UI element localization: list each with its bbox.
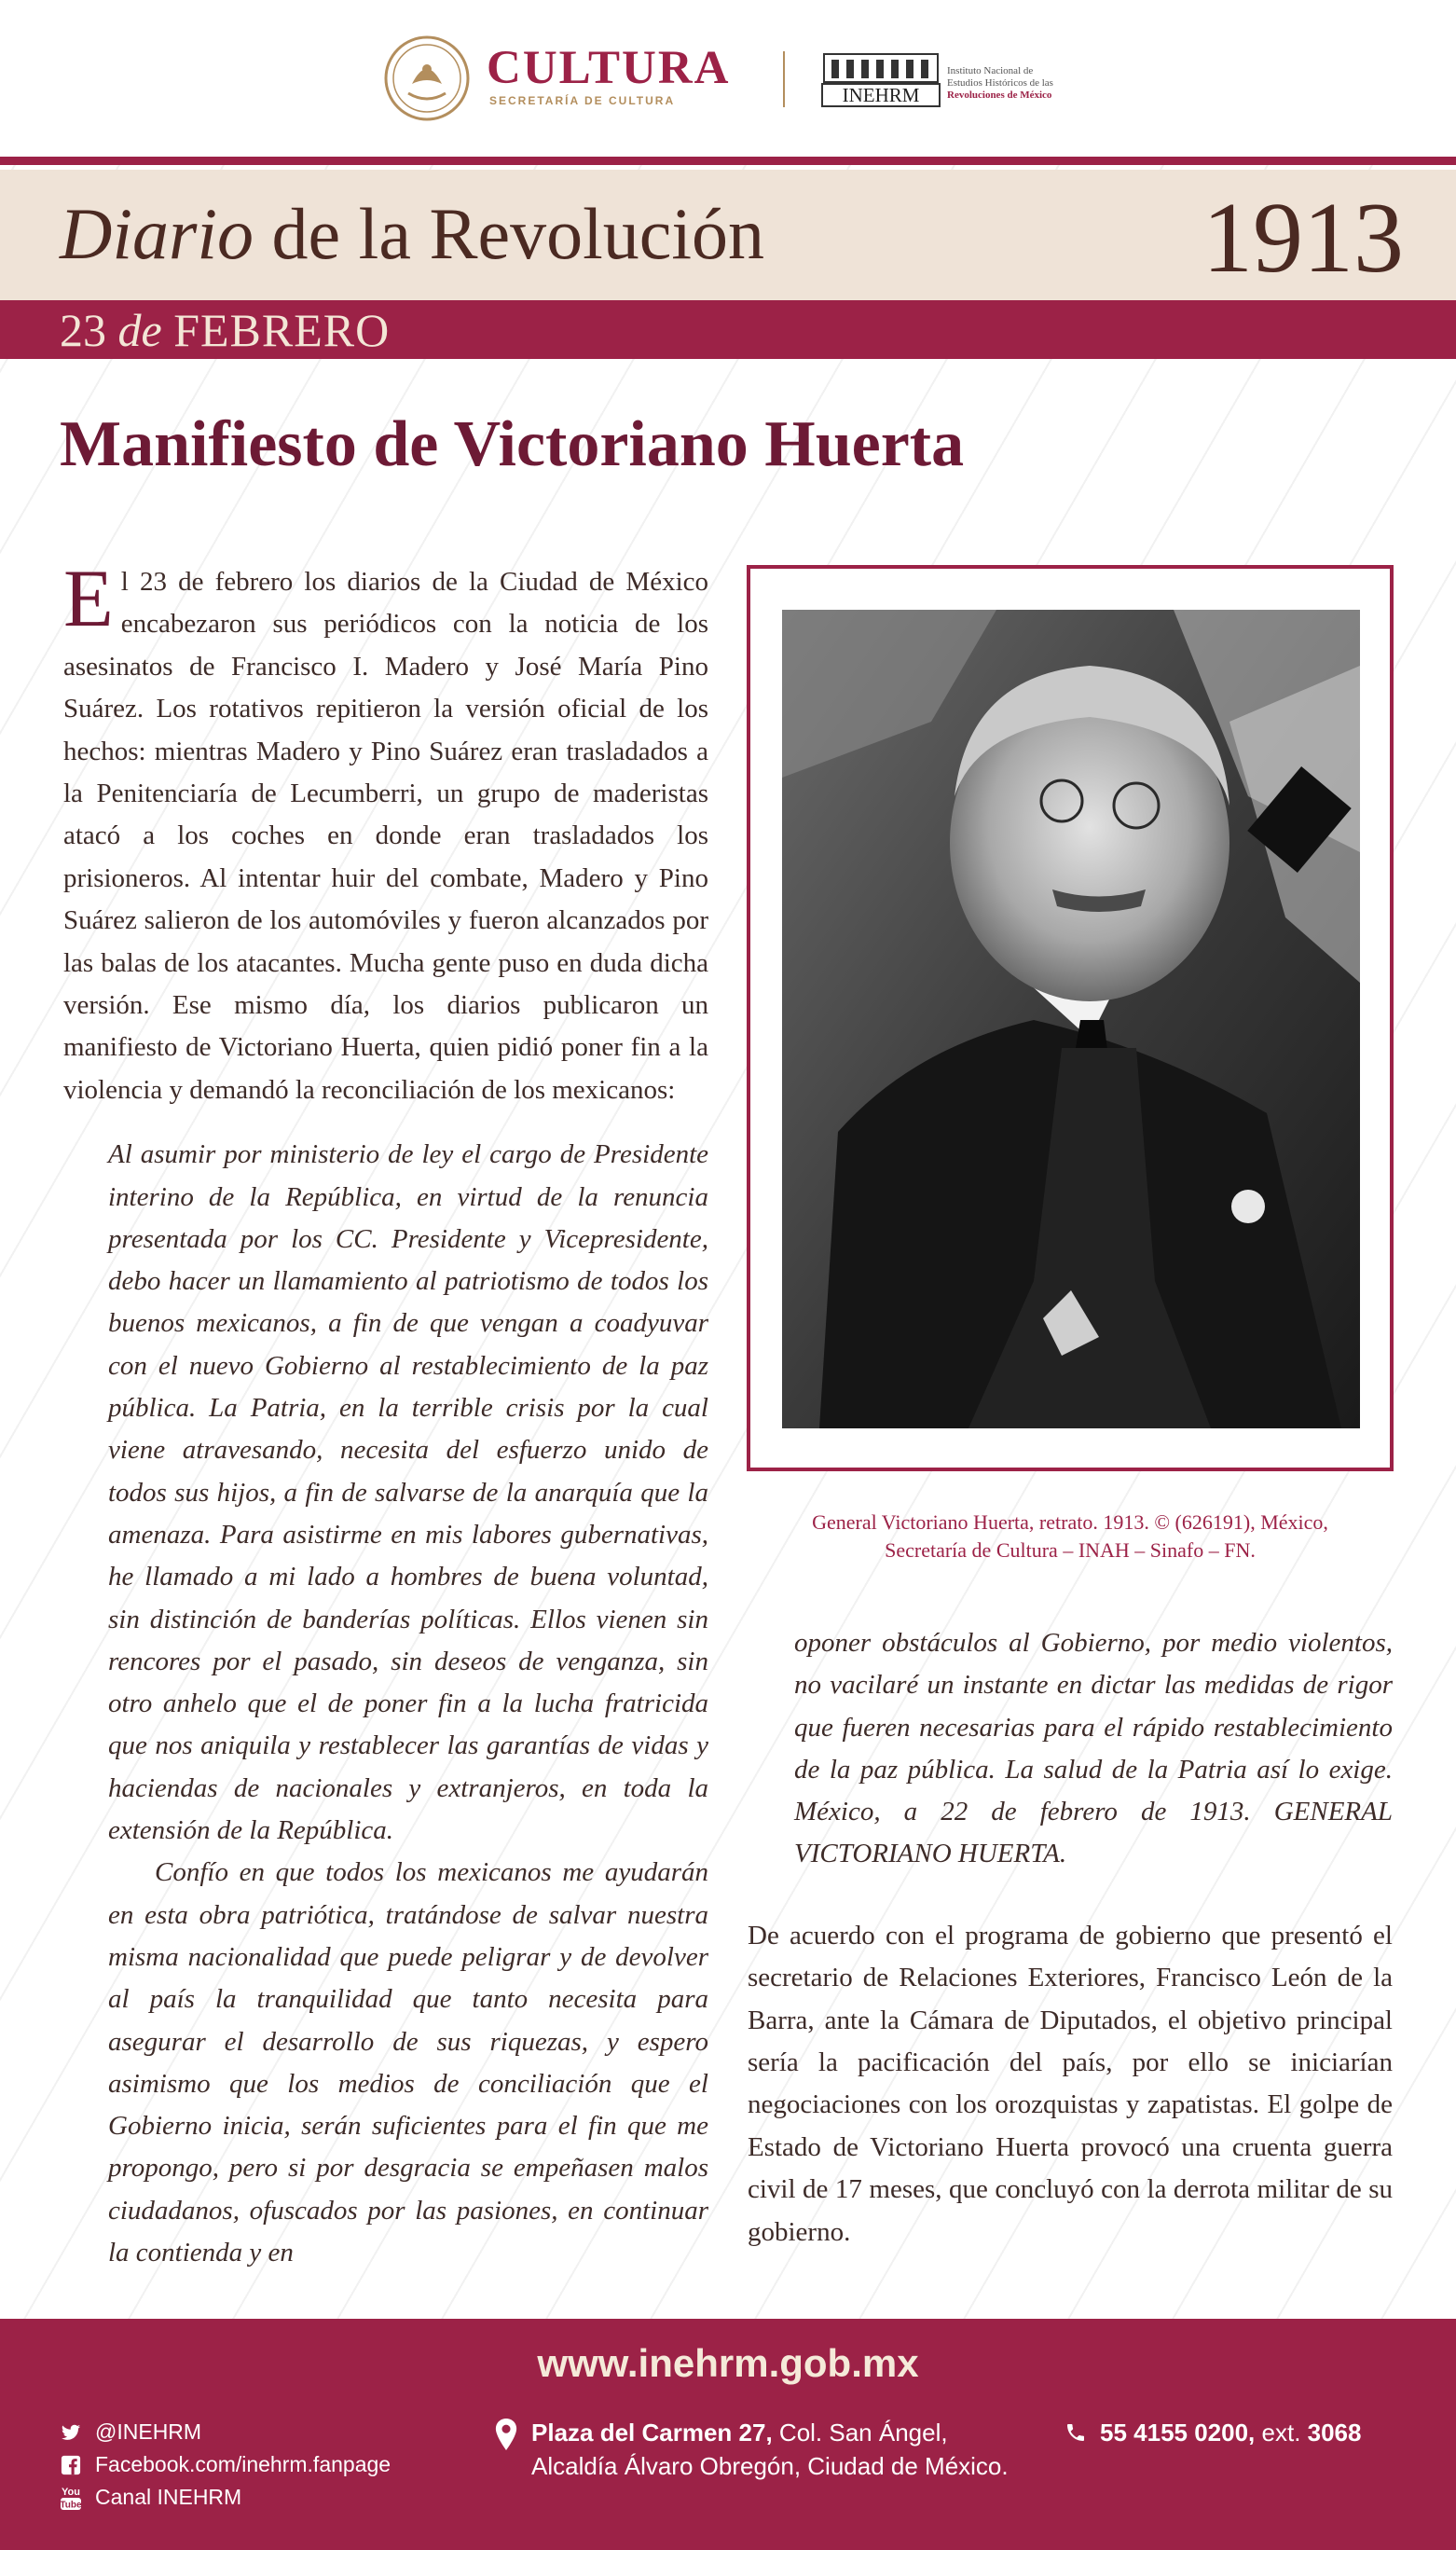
address-block <box>494 2416 1009 2483</box>
facebook-icon <box>60 2455 82 2475</box>
cultura-subtitle: SECRETARÍA DE CULTURA <box>489 94 676 107</box>
series-title-rest: de la Revolución <box>254 193 765 274</box>
inehrm-name-line1: Instituto Nacional de <box>947 65 1034 76</box>
closing-paragraph: De acuerdo con el programa de gobierno que presentó el secretario de Relaciones Exteriores, Francisco León de la Barra, ante la Cámara de Diputados, el objetivo principal sería la pacificación del país, por ello se iniciarían negociaciones con los orozquistas y zapatistas. El golpe de Estado de Victoriano Huerta provocó una cruenta guerra civil de 17 meses, que concluyó con la derrota militar de su gobierno. <box>748 1920 1393 2247</box>
date-de: de <box>106 304 174 356</box>
youtube-channel: Canal INEHRM <box>95 2485 242 2509</box>
top-rule <box>0 157 1456 165</box>
left-column <box>63 554 708 2274</box>
date-day: 23 <box>60 304 106 356</box>
cultura-logo-text: CULTURA <box>487 42 731 94</box>
inehrm-name-line2: Estudios Históricos de las <box>947 77 1053 89</box>
intro-text: l 23 de febrero los diarios de la Ciudad de México encabezaron sus periódicos con la noticia de los asesinatos de Francisco I. Madero y José María Pino Suárez. Los rotativos repitieron la versión oficial de los hechos: mientras Madero y Pino Suárez eran trasladados a la Penitenciaría de Lecumberri, un grupo de maderistas atacó a los coches en donde eran trasladados los prisioneros. Al intentar huir del combate, Madero y Pino Suárez salieron de los automóviles y fueron alcanzados por las balas de los atacantes. Mucha gente puso en duda dicha versión. Ese mismo día, los diarios publicaron un manifiesto de Victoriano Huerta, quien pidió poner fin a la violencia y demandó la reconciliación de los mexicanos: <box>63 567 708 1105</box>
date-month: FEBRERO <box>173 304 391 356</box>
twitter-handle: @INEHRM <box>95 2419 202 2444</box>
date-label <box>60 305 390 356</box>
phone-number: 55 4155 0200, <box>1100 2419 1256 2447</box>
inehrm-abbr: INEHRM <box>842 84 920 106</box>
series-title <box>60 193 765 274</box>
youtube-icon <box>60 2485 82 2511</box>
facebook-link[interactable] <box>60 2448 391 2481</box>
quote-paragraph-3: oponer obstáculos al Gobierno, por medio violentos, no vacilaré un instante en dictar las medidas de rigor que fueren necesarias para el rápido restablecimiento de la paz pública. La salud de la Patria así lo exige. México, a 22 de febrero de 1913. GENERAL VICTORIANO HUERTA. <box>794 1628 1393 1869</box>
logo-divider <box>783 51 785 107</box>
drop-cap: E <box>63 554 114 644</box>
title-band <box>0 170 1456 300</box>
intro-paragraph <box>63 554 708 1111</box>
footer <box>0 2319 1456 2550</box>
phone-ext-label: ext. <box>1255 2419 1308 2447</box>
photo-caption-line2: Secretaría de Cultura – INAH – Sinafo – FN. <box>885 1538 1256 1562</box>
inehrm-name-line3: Revoluciones de México <box>947 90 1052 101</box>
year-label: 1913 <box>1202 183 1404 294</box>
phone-text <box>1100 2416 1361 2449</box>
photo-caption-line1: General Victoriano Huerta, retrato. 1913. © (626191), México, <box>812 1510 1328 1534</box>
date-band <box>0 300 1456 359</box>
address-text <box>531 2416 1009 2483</box>
photo-frame <box>747 565 1394 1471</box>
logo-header <box>0 0 1456 157</box>
location-pin-icon <box>494 2418 518 2451</box>
website-link[interactable]: www.inehrm.gob.mx <box>537 2341 919 2385</box>
quote-paragraph-2: Confío en que todos los mexicanos me ayudarán en esta obra patriótica, tratándose de salvar nuestra misma nacionalidad que puede peligrar y de devolver al país la tranquilidad que tanto necesita para asegurar el desarrollo de sus riquezas, y espero asimismo que los medios de conciliación que el Gobierno inicia, serán suficientes para el fin que me propongo, pero si por desgracia se empeñasen malos ciudadanos, ofuscados por las pasiones, en continuar la contienda y en <box>108 1857 708 2267</box>
right-column <box>748 1622 1393 2254</box>
mexico-seal-icon <box>384 35 470 121</box>
photo-caption <box>747 1509 1394 1564</box>
inehrm-building-icon <box>820 52 941 108</box>
svg-text:You: You <box>62 2486 80 2498</box>
twitter-icon <box>60 2422 82 2443</box>
social-links <box>60 2416 391 2514</box>
address-line2: Alcaldía Álvaro Obregón, Ciudad de México. <box>531 2452 1009 2480</box>
twitter-link[interactable] <box>60 2416 391 2448</box>
quote-paragraph-1: Al asumir por ministerio de ley el cargo de Presidente interino de la República, en virtud de la renuncia presentada por los CC. Presidente y Vicepresidente, debo hacer un llamamiento al patriotismo de todos los buenos mexicanos, a fin de que vengan a coadyuvar con el nuevo Gobierno al restablecimiento de la paz pública. La Patria, en la terrible crisis por la cual viene atravesando, necesita del esfuerzo unido de todos sus hijos, a fin de salvarse de la anarquía que la amenaza. Para asistirme en mis labores gubernativas, he llamado a mi lado a hombres de buena voluntad, sin distinción de banderías políticas. Ellos vienen sin rencores por el pasado, sin deseos de venganza, sin otro anhelo que el de poner fin a la lucha fratricida que nos aniquila y restablecer las garantías de vidas y haciendas de nacionales y extranjeros, en toda la extensión de la República. <box>108 1139 708 1846</box>
facebook-url: Facebook.com/inehrm.fanpage <box>95 2452 391 2476</box>
phone-ext-number: 3068 <box>1307 2419 1362 2447</box>
series-title-italic: Diario <box>60 193 254 274</box>
address-colonia: Col. San Ángel, <box>772 2419 948 2447</box>
portrait-photo <box>782 610 1360 1428</box>
address-street: Plaza del Carmen 27, <box>531 2419 773 2447</box>
address-line1 <box>531 2416 1009 2449</box>
article-headline: Manifiesto de Victoriano Huerta <box>60 408 965 480</box>
phone-block[interactable] <box>1065 2416 1361 2449</box>
youtube-link[interactable] <box>60 2481 391 2514</box>
svg-text:Tube: Tube <box>60 2500 82 2510</box>
phone-icon <box>1065 2420 1087 2445</box>
inehrm-name <box>947 65 1053 102</box>
